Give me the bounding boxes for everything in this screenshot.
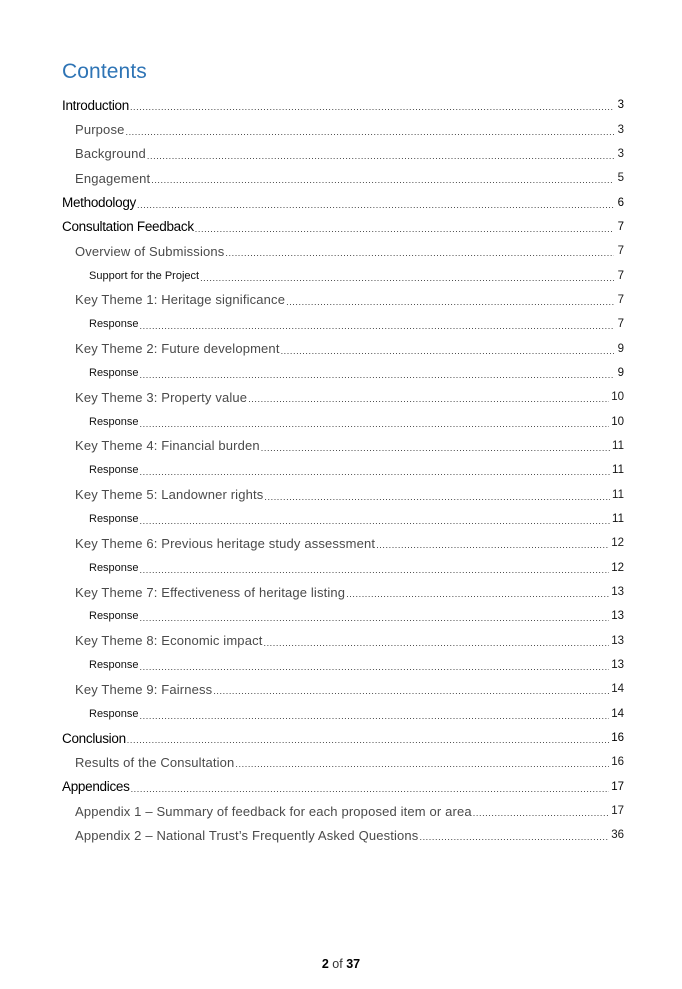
toc-entry[interactable] [62,702,624,726]
toc-entry-page-number[interactable]: 3 [617,99,624,112]
toc-entry-title[interactable]: Key Theme 6: Previous heritage study assessment [75,535,376,551]
dot-leader [137,200,614,210]
dot-leader [264,492,610,502]
toc-entry[interactable] [62,385,624,409]
toc-entry-title[interactable]: Appendix 2 – National Trust’s Frequently Asked Questions [75,827,419,843]
toc-entry[interactable] [62,580,624,604]
toc-entry[interactable] [62,288,624,312]
dot-leader [140,662,610,672]
toc-entry-title[interactable]: Response [89,707,139,720]
toc-entry-page-number[interactable]: 7 [617,318,624,331]
toc-entry[interactable] [62,556,624,580]
toc-entry[interactable] [62,409,624,433]
dot-leader [261,443,610,453]
toc-entry-page-number[interactable]: 7 [617,220,624,233]
toc-entry-title[interactable]: Response [89,415,139,428]
page-of-label: of [332,957,343,971]
toc-entry-page-number[interactable]: 6 [617,196,624,209]
dot-leader [140,370,614,380]
toc-entry[interactable] [62,629,624,653]
toc-entry-page-number[interactable]: 17 [611,780,624,793]
toc-entry-page-number[interactable]: 16 [611,756,624,769]
toc-entry-page-number[interactable]: 9 [617,366,624,379]
toc-entry[interactable] [62,775,624,799]
toc-entry-page-number[interactable]: 13 [611,610,624,623]
toc-entry-title[interactable]: Overview of Submissions [75,243,225,259]
dot-leader [281,346,614,356]
dot-leader [127,735,609,745]
toc-entry-title[interactable]: Key Theme 2: Future development [75,341,280,357]
current-page-number: 2 [321,957,329,971]
toc-entry-title[interactable]: Response [89,366,139,379]
toc-entry-title[interactable]: Support for the Project [89,269,200,282]
toc-entry[interactable] [62,750,624,774]
toc-entry-page-number[interactable]: 13 [611,586,624,599]
total-pages-number: 37 [346,957,361,971]
toc-entry-page-number[interactable]: 12 [611,537,624,550]
toc-heading: Contents [62,60,147,83]
toc-entry-page-number[interactable]: 7 [617,269,624,282]
dot-leader [473,808,609,818]
toc-entry[interactable] [62,823,624,847]
toc-entry[interactable] [62,93,624,117]
dot-leader [225,248,614,258]
toc-entry[interactable] [62,190,624,214]
toc-entry-title[interactable]: Appendices [62,779,130,795]
dot-leader [140,565,610,575]
toc-entry[interactable] [62,483,624,507]
toc-entry-page-number[interactable]: 7 [617,293,624,306]
toc-entry[interactable] [62,215,624,239]
toc-entry-title[interactable]: Introduction [62,97,129,113]
dot-leader [151,175,614,185]
toc-entry-title[interactable]: Key Theme 7: Effectiveness of heritage listing [75,584,346,600]
dot-leader [147,151,614,161]
toc-entry[interactable] [62,653,624,677]
toc-entry-page-number[interactable]: 11 [612,513,624,526]
toc-entry-page-number[interactable]: 12 [611,561,624,574]
dot-leader [131,784,610,794]
toc-entry[interactable] [62,117,624,141]
toc-entry-title[interactable]: Key Theme 5: Landowner rights [75,487,264,503]
dot-leader [140,321,614,331]
toc-entry-page-number[interactable]: 11 [612,464,624,477]
toc-entry-title[interactable]: Response [89,659,139,672]
toc-entry-page-number[interactable]: 14 [611,683,624,696]
toc-entry[interactable] [62,142,624,166]
toc-entry-title[interactable]: Results of the Consultation [75,754,235,770]
toc-entry-page-number[interactable]: 7 [617,245,624,258]
toc-entry-title[interactable]: Methodology [62,195,137,211]
dot-leader [125,127,614,137]
page-footer [0,957,682,971]
dot-leader [213,686,609,696]
toc-entry-page-number[interactable]: 9 [617,342,624,355]
toc-entry-page-number[interactable]: 13 [611,659,624,672]
toc-entry-title[interactable]: Conclusion [62,730,126,746]
toc-entry[interactable] [62,604,624,628]
dot-leader [263,638,609,648]
toc-entry-page-number[interactable]: 3 [617,123,624,136]
toc-entry-page-number[interactable]: 11 [612,488,624,501]
toc-entry-title[interactable]: Response [89,610,139,623]
toc-entry[interactable] [62,726,624,750]
toc-entry-page-number[interactable]: 11 [612,439,624,452]
table-of-contents [62,93,624,848]
toc-entry-title[interactable]: Consultation Feedback [62,219,194,235]
toc-entry-title[interactable]: Purpose [75,122,125,138]
toc-entry-page-number[interactable]: 14 [611,707,624,720]
toc-entry[interactable] [62,458,624,482]
toc-entry-page-number[interactable]: 16 [611,732,624,745]
dot-leader [419,832,609,842]
toc-entry[interactable] [62,799,624,823]
toc-entry-title[interactable]: Key Theme 8: Economic impact [75,633,263,649]
toc-entry-page-number[interactable]: 10 [611,415,624,428]
dot-leader [140,467,611,477]
toc-entry-page-number[interactable]: 36 [611,829,624,842]
dot-leader [376,540,609,550]
dot-leader [195,224,614,234]
toc-entry[interactable] [62,263,624,287]
dot-leader [346,589,609,599]
toc-entry[interactable] [62,166,624,190]
dot-leader [140,419,610,429]
toc-entry[interactable] [62,677,624,701]
dot-leader [200,273,614,283]
dot-leader [235,759,609,769]
toc-entry[interactable] [62,312,624,336]
toc-entry-page-number[interactable]: 3 [617,147,624,160]
dot-leader [140,516,611,526]
toc-entry-page-number[interactable]: 17 [611,805,624,818]
toc-entry[interactable] [62,434,624,458]
toc-entry-title[interactable]: Appendix 1 – Summary of feedback for each proposed item or area [75,803,472,819]
toc-entry[interactable] [62,361,624,385]
toc-entry-title[interactable]: Key Theme 4: Financial burden [75,438,260,454]
toc-entry-title[interactable]: Key Theme 1: Heritage significance [75,292,286,308]
toc-entry-page-number[interactable]: 10 [611,391,624,404]
toc-entry[interactable] [62,336,624,360]
toc-entry-title[interactable]: Response [89,318,139,331]
toc-entry[interactable] [62,239,624,263]
toc-entry-page-number[interactable]: 13 [611,634,624,647]
dot-leader [286,297,614,307]
dot-leader [248,394,609,404]
toc-entry-title[interactable]: Response [89,464,139,477]
toc-entry-page-number[interactable]: 5 [617,172,624,185]
toc-entry-title[interactable]: Key Theme 3: Property value [75,389,248,405]
toc-entry-title[interactable]: Response [89,561,139,574]
dot-leader [140,711,610,721]
toc-entry[interactable] [62,507,624,531]
toc-entry-title[interactable]: Response [89,513,139,526]
toc-entry-title[interactable]: Engagement [75,170,151,186]
dot-leader [130,102,614,112]
toc-entry-title[interactable]: Background [75,146,146,162]
toc-entry-title[interactable]: Key Theme 9: Fairness [75,681,213,697]
toc-entry[interactable] [62,531,624,555]
dot-leader [140,613,610,623]
